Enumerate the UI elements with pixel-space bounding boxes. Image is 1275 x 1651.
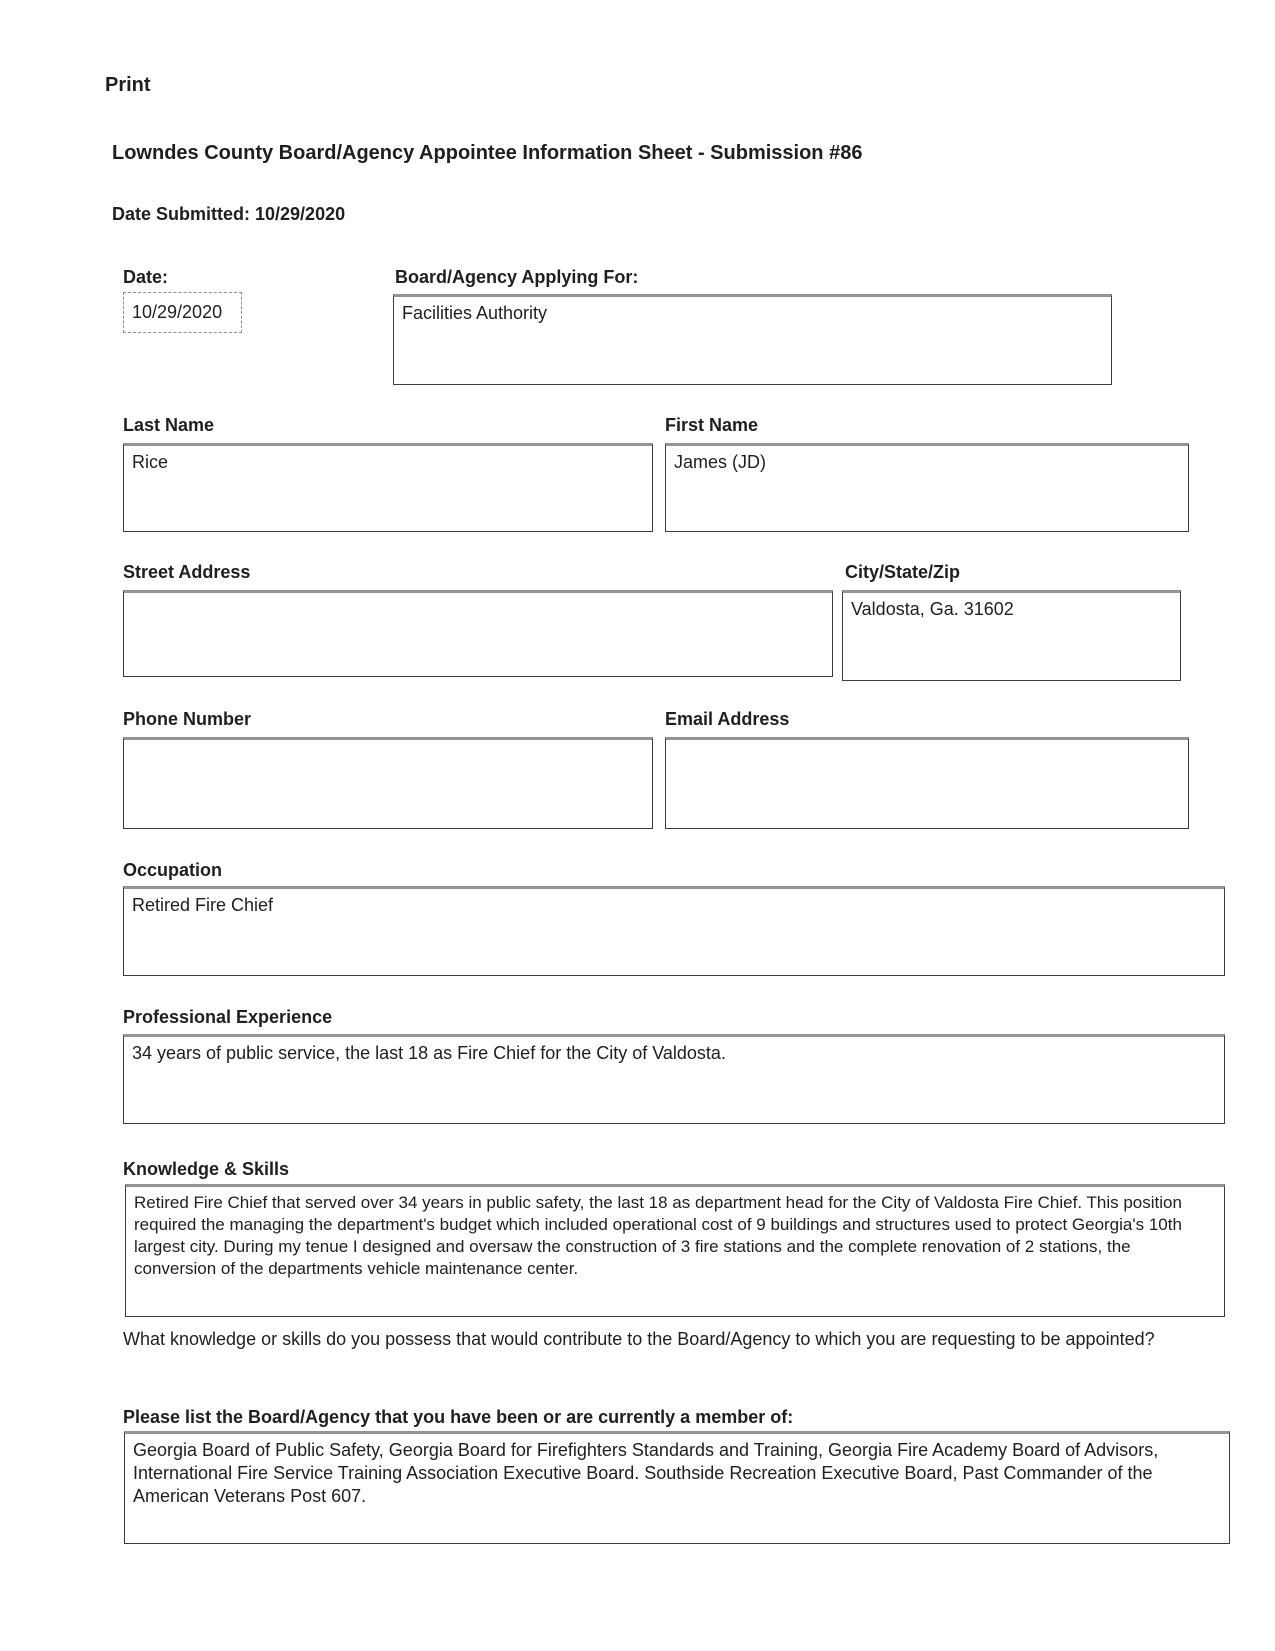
knowledge-skills-field: Retired Fire Chief that served over 34 years in public safety, the last 18 as department head for the City of Valdosta Fire Chief. This position required the managing the department's budget which included operational cost of 9 buildings and structures used to protect Georgia's 10th largest city. During my tenue I designed and oversaw the construction of 3 fire stations and the complete renovation of 2 stations, the conversion of the departments vehicle maintenance center.: [125, 1184, 1225, 1317]
phone-number-label: Phone Number: [123, 709, 252, 729]
city-state-zip-label: City/State/Zip: [845, 562, 961, 582]
page-title: Lowndes County Board/Agency Appointee Information Sheet - Submission #86: [112, 142, 863, 164]
first-name-field: James (JD): [665, 443, 1189, 532]
phone-number-field: [123, 737, 653, 829]
street-address-field: [123, 590, 833, 677]
knowledge-skills-help-text: What knowledge or skills do you possess that would contribute to the Board/Agency to which you are requesting to be appointed?: [123, 1329, 1155, 1349]
occupation-label: Occupation: [123, 860, 223, 880]
date-label: Date:: [123, 267, 169, 287]
last-name-label: Last Name: [123, 415, 215, 435]
professional-experience-label: Professional Experience: [123, 1007, 333, 1027]
email-address-label: Email Address: [665, 709, 790, 729]
city-state-zip-field: Valdosta, Ga. 31602: [842, 590, 1181, 681]
knowledge-skills-label: Knowledge & Skills: [123, 1159, 290, 1179]
board-membership-field: Georgia Board of Public Safety, Georgia Board for Firefighters Standards and Training, Georgia Fire Academy Board of Advisors, International Fire Service Training Association Executive Board. Southside Recreation Executive Board, Past Commander of the American Veterans Post 607.: [124, 1431, 1230, 1544]
print-button[interactable]: Print: [105, 74, 151, 96]
street-address-label: Street Address: [123, 562, 251, 582]
professional-experience-field: 34 years of public service, the last 18 as Fire Chief for the City of Valdosta.: [123, 1034, 1225, 1124]
date-field: 10/29/2020: [123, 292, 242, 333]
board-agency-label: Board/Agency Applying For:: [395, 267, 639, 287]
date-submitted-text: Date Submitted: 10/29/2020: [112, 204, 346, 224]
occupation-field: Retired Fire Chief: [123, 886, 1225, 976]
first-name-label: First Name: [665, 415, 759, 435]
board-membership-label: Please list the Board/Agency that you have been or are currently a member of:: [123, 1407, 794, 1427]
board-agency-field: Facilities Authority: [393, 294, 1112, 385]
email-address-field: [665, 737, 1189, 829]
last-name-field: Rice: [123, 443, 653, 532]
